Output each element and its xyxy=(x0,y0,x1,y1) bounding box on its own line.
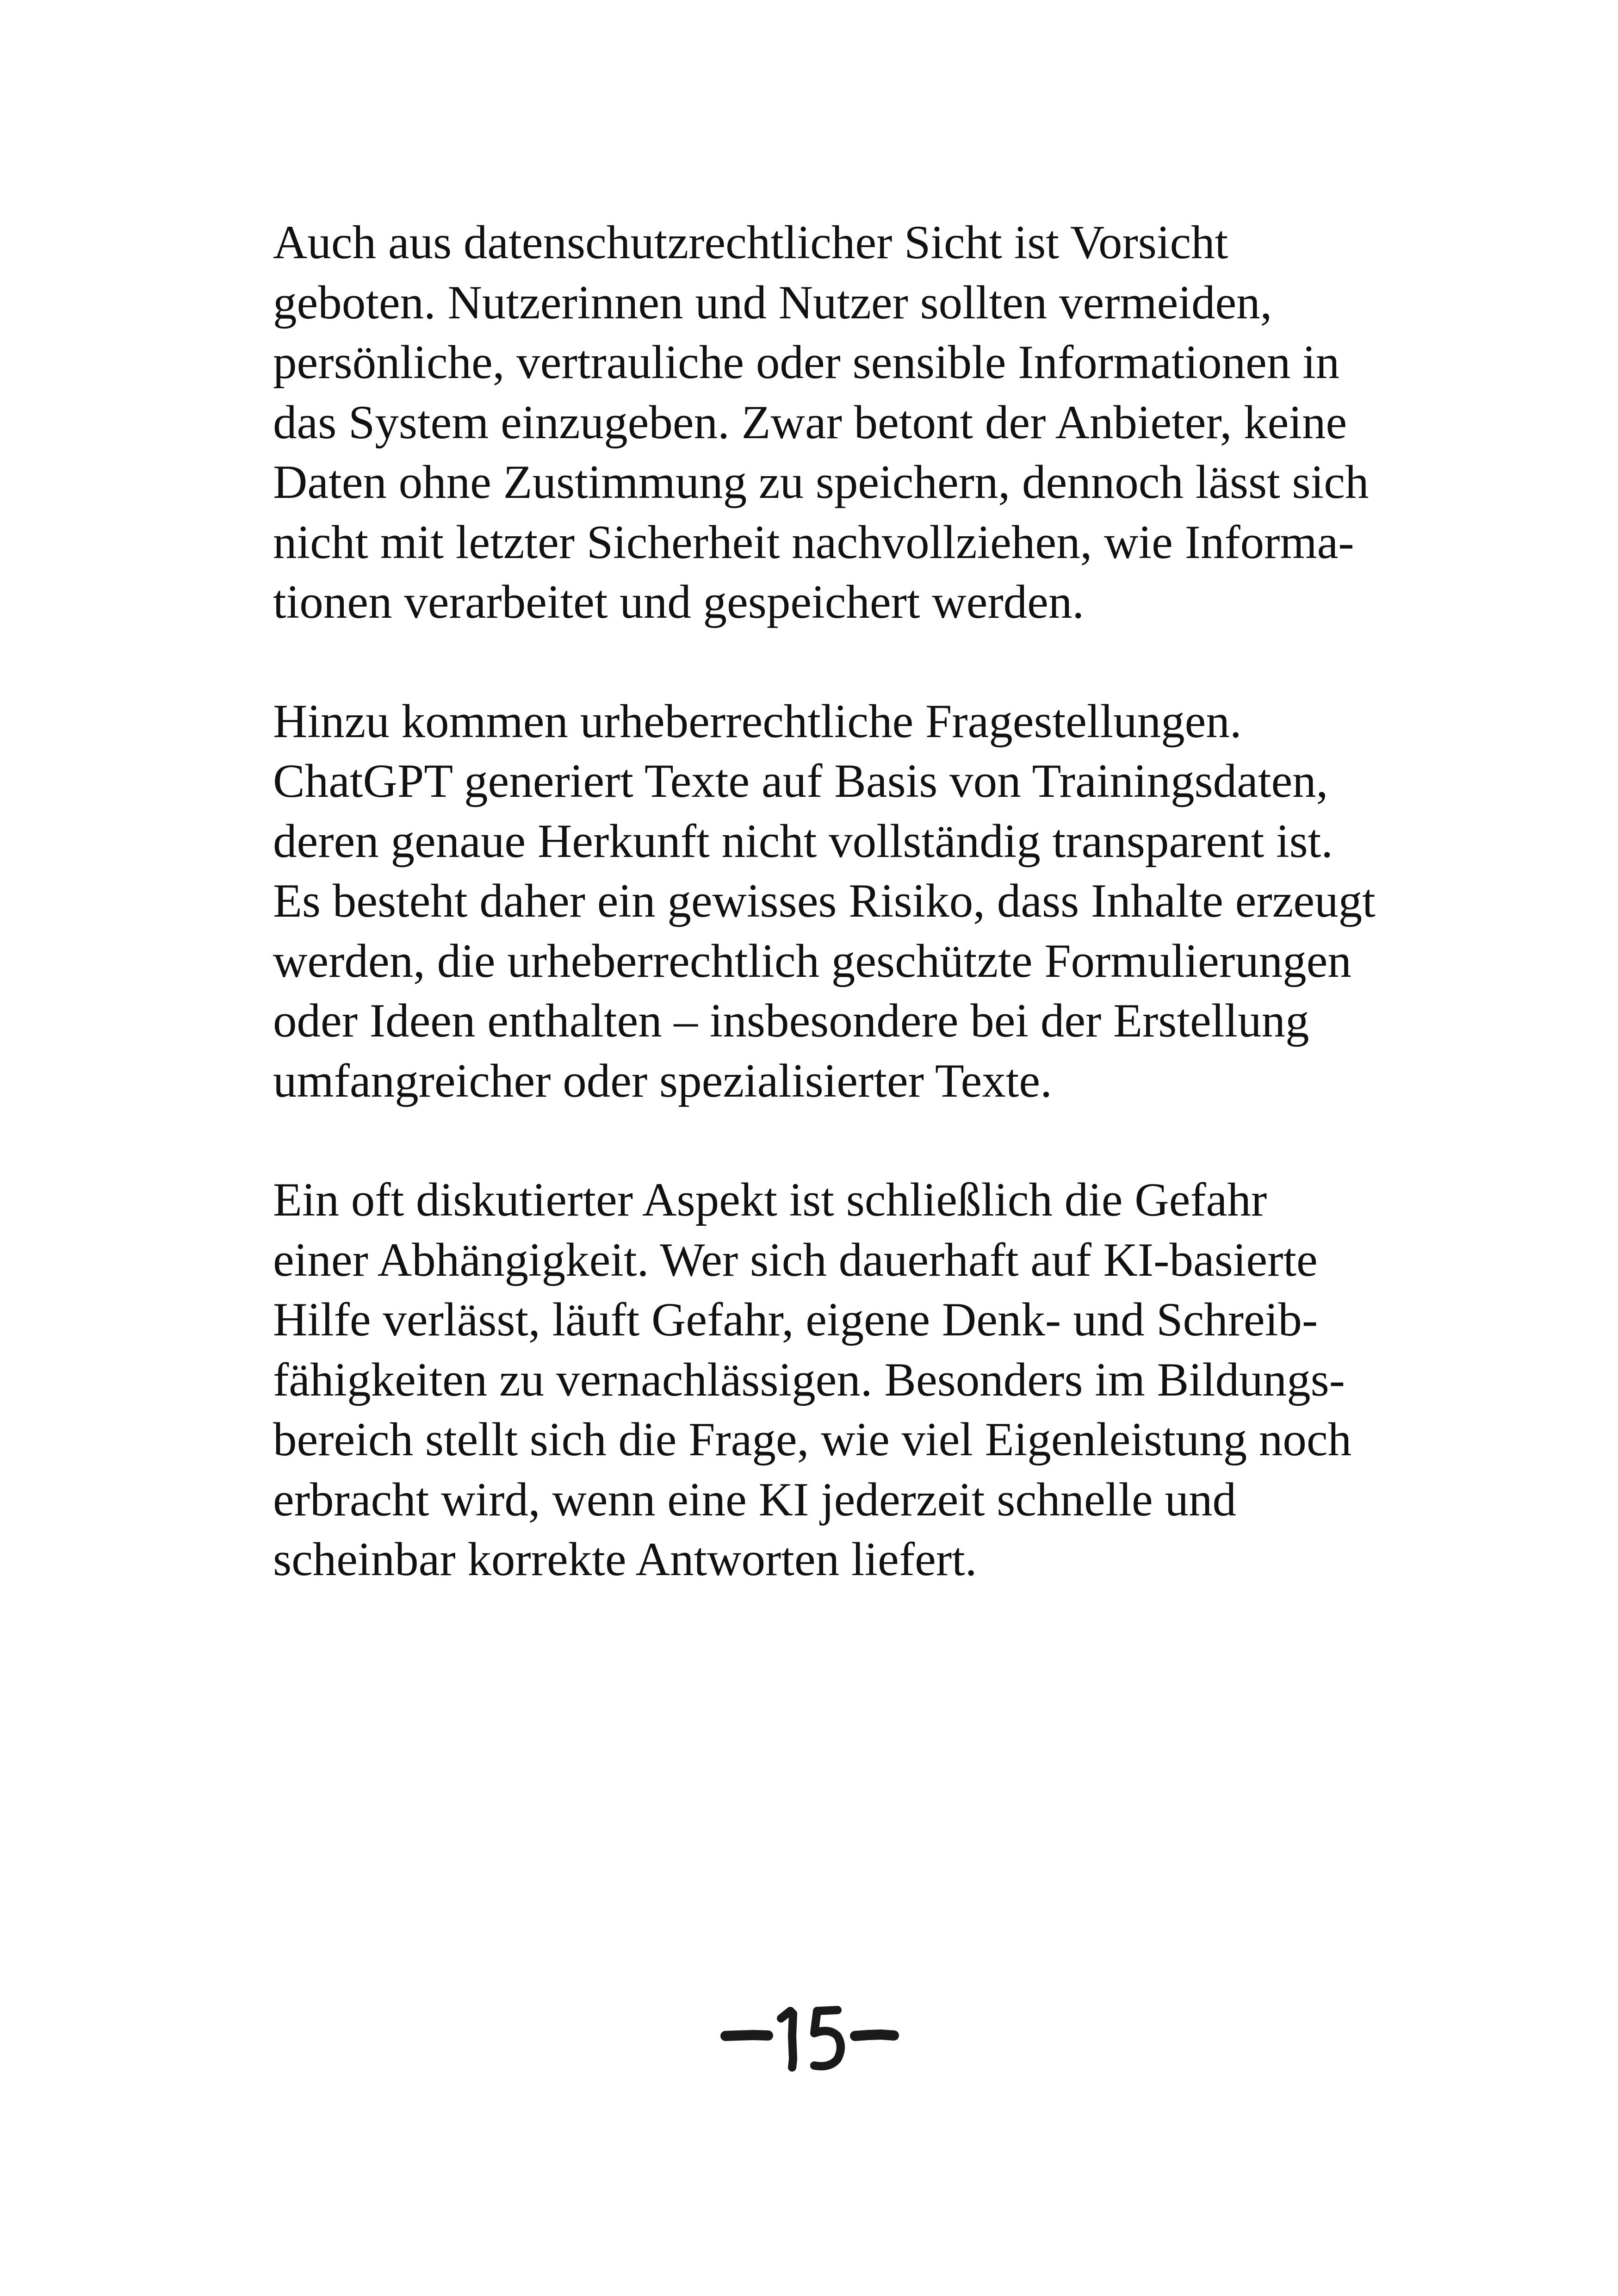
text-line: oder Ideen enthalten – insbesondere bei der Erstellung xyxy=(273,994,1309,1047)
text-line: scheinbar korrekte Antworten liefert. xyxy=(273,1533,977,1586)
text-line: einer Abhängigkeit. Wer sich dauerhaft auf KI-basierte xyxy=(273,1233,1318,1286)
paragraph-data-protection xyxy=(273,213,1393,633)
text-line: persönliche, vertrauliche oder sensible Informationen in xyxy=(273,336,1340,389)
page-number xyxy=(716,1990,901,2082)
text-line: Daten ohne Zustimmung zu speichern, dennoch lässt sich xyxy=(273,456,1369,509)
text-line: das System einzugeben. Zwar betont der Anbieter, keine xyxy=(273,396,1347,449)
text-line: geboten. Nutzerinnen und Nutzer sollten vermeiden, xyxy=(273,276,1272,329)
paragraph-dependency xyxy=(273,1170,1393,1590)
text-line: erbracht wird, wenn eine KI jederzeit schnelle und xyxy=(273,1473,1236,1526)
text-line: Hilfe verlässt, läuft Gefahr, eigene Denk- und Schreib- xyxy=(273,1293,1318,1346)
page-number-handwritten xyxy=(716,1990,901,2082)
text-line: bereich stellt sich die Frage, wie viel Eigenleistung noch xyxy=(273,1413,1352,1466)
text-line: Auch aus datenschutzrechtlicher Sicht ist Vorsicht xyxy=(273,216,1228,269)
text-line: Ein oft diskutierter Aspekt ist schließlich die Gefahr xyxy=(273,1173,1267,1226)
text-line: werden, die urheberrechtlich geschützte Formulierungen xyxy=(273,934,1351,987)
text-line: nicht mit letzter Sicherheit nachvollziehen, wie Informa- xyxy=(273,515,1354,569)
text-line: fähigkeiten zu vernachlässigen. Besonders im Bildungs- xyxy=(273,1353,1345,1406)
text-line: Es besteht daher ein gewisses Risiko, dass Inhalte erzeugt xyxy=(273,875,1376,927)
body-text xyxy=(273,213,1393,1590)
text-line: tionen verarbeitet und gespeichert werden. xyxy=(273,576,1085,628)
text-line: Hinzu kommen urheberrechtliche Fragestellungen. xyxy=(273,695,1242,748)
text-line: umfangreicher oder spezialisierter Texte. xyxy=(273,1054,1052,1107)
paragraph-copyright xyxy=(273,692,1393,1111)
text-line: deren genaue Herkunft nicht vollständig transparent ist. xyxy=(273,814,1333,868)
text-line: ChatGPT generiert Texte auf Basis von Trainingsdaten, xyxy=(273,755,1328,807)
